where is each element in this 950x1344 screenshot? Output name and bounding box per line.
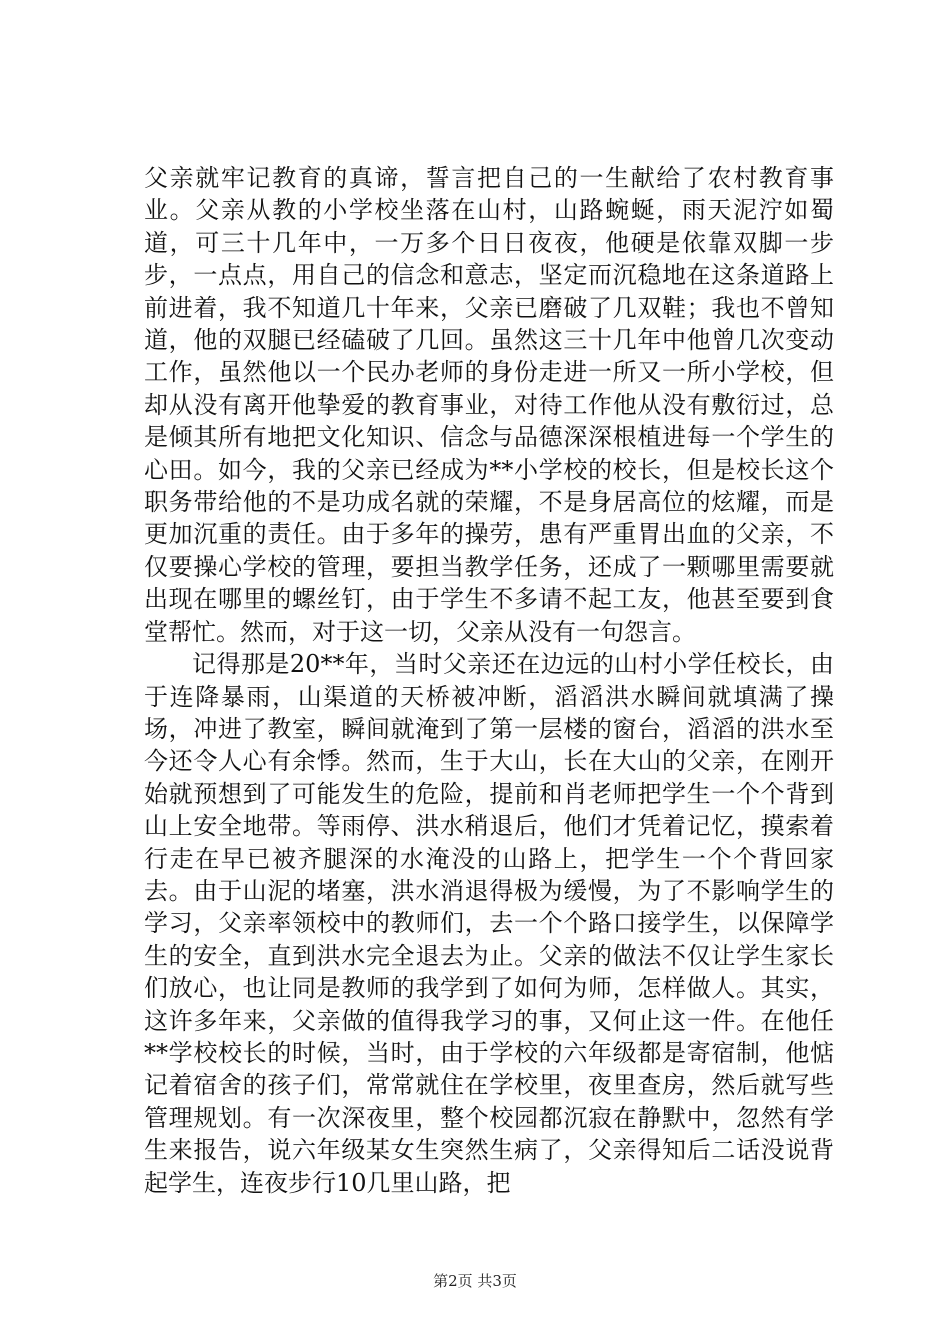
paragraph-1: 父亲就牢记教育的真谛，誓言把自己的一生献给了农村教育事业。父亲从教的小学校坐落在山村，山路蜿蜒，雨天泥泞如蜀道，可三十几年中，一万多个日日夜夜，他硬是依靠双脚一步步，一点点，用自己的信念和意志，坚定而沉稳地在这条道路上前进着，我不知道几十年来，父亲已磨破了几双鞋；我也不曾知道，他的双腿已经磕破了几回。虽然这三十几年中他曾几次变动工作，虽然他以一个民办老师的身份走进一所又一所小学校，但却从没有离开他挚爱的教育事业，对待工作他从没有敷衍过，总是倾其所有地把文化知识、信念与品德深深根植进每一个学生的心田。如今，我的父亲已经成为**小学校的校长，但是校长这个职务带给他的不是功成名就的荣耀，不是身居高位的炫耀，而是更加沉重的责任。由于多年的操劳，患有严重胃出血的父亲，不仅要操心学校的管理，要担当教学任务，还成了一颗哪里需要就出现在哪里的螺丝钉，由于学生不多请不起工友，他甚至要到食堂帮忙。然而，对于这一切，父亲从没有一句怨言。 xyxy=(144,164,834,646)
page-footer: 第2页 共3页 xyxy=(433,1272,517,1290)
paragraph-2: 记得那是20**年，当时父亲还在边远的山村小学任校长，由于连降暴雨，山渠道的天桥被冲断，滔滔洪水瞬间就填满了操场，冲进了教室，瞬间就淹到了第一层楼的窗台，滔滔的洪水至今还令人心有余悸。然而，生于大山，长在大山的父亲，在刚开始就预想到了可能发生的危险，提前和肖老师把学生一个个背到山上安全地带。等雨停、洪水稍退后，他们才凭着记忆，摸索着行走在早已被齐腿深的水淹没的山路上，把学生一个个背回家去。由于山泥的堵塞，洪水消退得极为缓慢，为了不影响学生的学习，父亲率领校中的教师们，去一个个路口接学生，以保障学生的安全，直到洪水完全退去为止。父亲的做法不仅让学生家长们放心，也让同是教师的我学到了如何为师，怎样做人。其实，这许多年来，父亲做的值得我学习的事，又何止这一件。在他任**学校校长的时候，当时，由于学校的六年级都是寄宿制，他惦记着宿舍的孩子们，常常就住在学校里，夜里查房，然后就写些管理规划。有一次深夜里，整个校园都沉寂在静默中，忽然有学生来报告，说六年级某女生突然生病了，父亲得知后二话没说背起学生，连夜步行10几里山路，把 xyxy=(144,650,834,1197)
body-text xyxy=(144,162,834,1199)
